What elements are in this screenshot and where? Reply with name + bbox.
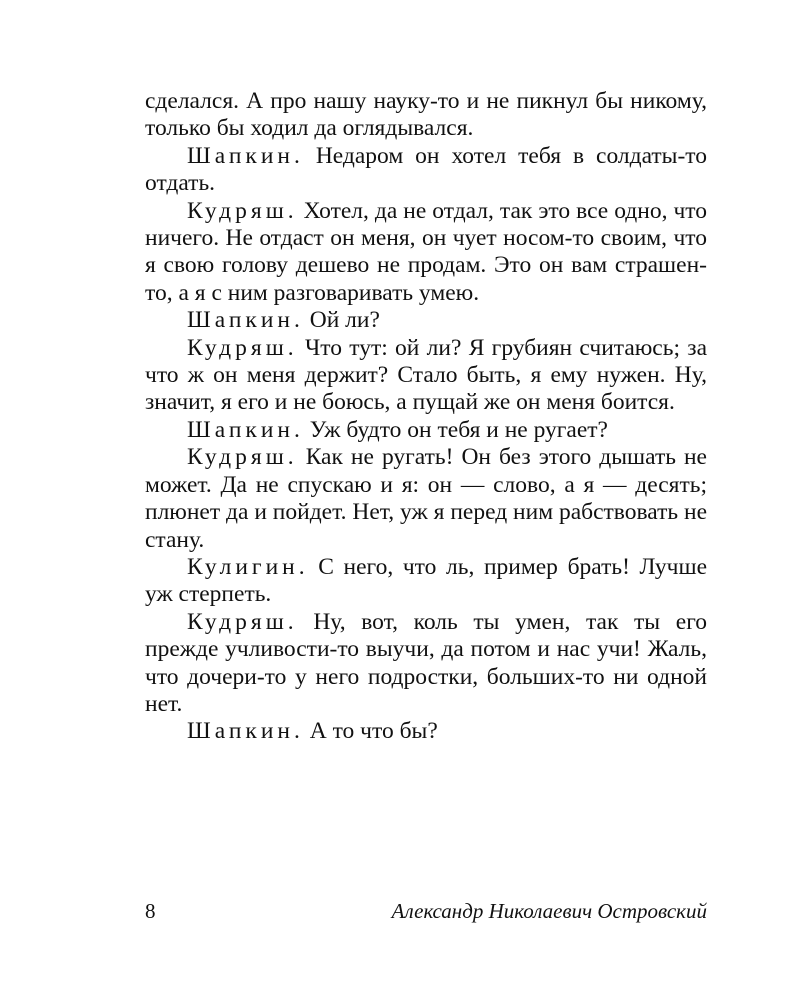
paragraph-5: [145, 335, 707, 417]
speaker-name: Шапкин.: [187, 416, 304, 443]
paragraph-4: [145, 307, 707, 334]
paragraph-10: [145, 718, 707, 745]
paragraph-7: [145, 444, 707, 554]
paragraph-text: Уж будто он тебя и не ругает?: [303, 416, 608, 443]
paragraph-text: Как не ругать! Он без этого дышать не может. Да не спускаю и я: он — слово, а я — десять; плюнет да и пойдет. Нет, уж я перед ним рабствовать не стану.: [145, 444, 707, 553]
text-block: [145, 88, 707, 746]
page-footer: [145, 898, 707, 924]
speaker-name: Шапкин.: [187, 142, 304, 169]
paragraph-text: сделался. А про нашу науку-то и не пикнул бы никому, только бы ходил да оглядывался.: [145, 88, 707, 142]
paragraph-text: С него, что ль, пример брать! Лучше уж стерпеть.: [145, 553, 707, 608]
running-title: Александр Николаевич Островский: [391, 899, 707, 923]
paragraph-3: [145, 198, 707, 308]
paragraph-text: Хотел, да не отдал, так это все одно, что ничего. Не отдаст он меня, он чует носом-то своим, что я свою голову дешево не продам. Это он вам страшен-то, а я с ним разговаривать умею.: [145, 197, 707, 306]
speaker-name: Шапкин.: [187, 307, 304, 334]
paragraph-1: [145, 88, 707, 143]
paragraph-6: [145, 417, 707, 444]
paragraph-text: Ой ли?: [303, 307, 380, 334]
speaker-name: Кудряш.: [187, 608, 298, 635]
paragraph-text: Недаром он хотел тебя в солдаты-то отдать.: [145, 142, 707, 197]
paragraph-2: [145, 143, 707, 198]
speaker-name: Кулигин.: [187, 553, 309, 580]
speaker-name: Кудряш.: [187, 444, 298, 471]
paragraph-text: А то что бы?: [303, 718, 438, 745]
paragraph-text: Ну, вот, коль ты умен, так ты его прежде учливости-то выучи, да потом и нас учи! Жаль, что дочери-то у него подростки, больших-то ни одной нет.: [145, 608, 707, 717]
speaker-name: Шапкин.: [187, 718, 304, 745]
speaker-name: Кудряш.: [187, 334, 298, 361]
page-number: 8: [145, 899, 156, 923]
paragraph-text: Что тут: ой ли? Я грубиян считаюсь; за что ж он меня держит? Стало быть, я ему нужен. Ну, значит, я его и не боюсь, а пущай же он меня боится.: [145, 334, 707, 416]
paragraph-8: [145, 554, 707, 609]
speaker-name: Кудряш.: [187, 197, 298, 224]
paragraph-9: [145, 609, 707, 719]
